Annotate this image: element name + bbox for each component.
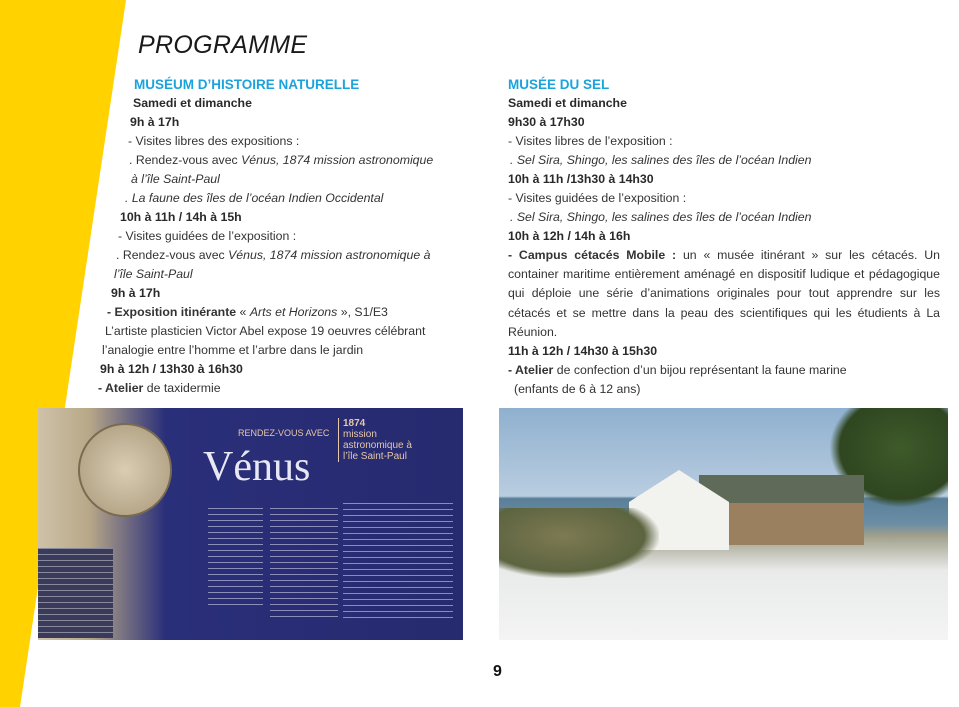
text: - Exposition itinérante	[107, 305, 237, 319]
text: mission astronomique à l’île Saint-Paul	[343, 429, 412, 462]
right-column	[508, 75, 940, 399]
text: un « musée itinérant » sur les cétacés. Un container maritime entièrement aménagé en dispositif ludique et pédagogique qui déploie une série d’animations originales pour tout apprendre sur les cétacés et se mettre dans la peau des scientifiques qui les étudients à La Réunion.	[508, 248, 940, 339]
text: de taxidermie	[143, 381, 221, 395]
time-slot: 11h à 12h / 14h30 à 15h30	[508, 344, 658, 359]
museum-heading: MUSÉUM D’HISTOIRE NATURELLE	[134, 77, 360, 92]
activity-detail: . Sel Sira, Shingo, les salines des îles de l’océan Indien	[510, 210, 812, 224]
activity-detail: l’île Saint-Paul	[114, 267, 193, 281]
page-number: 9	[493, 663, 502, 680]
activity-detail	[129, 151, 490, 170]
activity-note: (enfants de 6 à 12 ans)	[514, 382, 641, 397]
days: Samedi et dimanche	[133, 96, 252, 110]
text: », S1/E3	[337, 305, 388, 319]
text: Arts et Horizons	[249, 305, 338, 319]
activity: - Visites guidées de l’exposition :	[508, 191, 687, 205]
photo-text	[338, 418, 413, 462]
text: . Rendez-vous avec	[116, 248, 229, 262]
text: - Atelier	[508, 363, 554, 378]
text: - Atelier	[98, 381, 144, 395]
activity-description: l’analogie entre l’homme et l’arbre dans le jardin	[102, 343, 364, 357]
activity-description	[508, 246, 940, 342]
time-slot: 9h à 12h / 13h30 à 16h30	[100, 362, 243, 376]
time-slot: 10h à 11h / 14h à 15h	[120, 210, 242, 224]
activity	[107, 303, 490, 322]
museum-heading: MUSÉE DU SEL	[508, 77, 610, 92]
salt-museum-photo	[499, 408, 948, 640]
text: Vénus, 1874 mission astronomique à	[228, 248, 431, 262]
activity: - Visites libres de l’exposition :	[508, 134, 673, 148]
venus-exhibition-photo	[38, 408, 463, 640]
days: Samedi et dimanche	[508, 96, 627, 110]
text: . Rendez-vous avec	[129, 153, 242, 167]
text: Vénus, 1874 mission astronomique	[241, 153, 434, 167]
left-column	[0, 75, 490, 398]
photo-text: Vénus	[203, 444, 311, 490]
activity: - Visites libres des expositions :	[128, 134, 300, 148]
photo-text: RENDEZ-VOUS AVEC	[238, 428, 330, 438]
activity-detail	[116, 246, 490, 265]
page-title: PROGRAMME	[138, 31, 308, 59]
activity	[508, 361, 940, 380]
astrolabe-image	[78, 423, 172, 517]
time-slot: 10h à 12h / 14h à 16h	[508, 229, 631, 243]
time-slot: 9h à 17h	[130, 115, 180, 129]
activity-detail: . Sel Sira, Shingo, les salines des îles de l’océan Indien	[510, 153, 812, 167]
activity	[98, 379, 490, 398]
time-slot: 9h à 17h	[111, 286, 161, 300]
activity-detail: . La faune des îles de l’océan Indien Occidental	[125, 191, 384, 205]
text: de confection d’un bijou représentant la faune marine	[553, 363, 847, 378]
time-slot: 9h30 à 17h30	[508, 115, 585, 129]
activity-detail: à l’île Saint-Paul	[131, 172, 220, 186]
text: «	[236, 305, 250, 319]
text: 1874	[343, 418, 366, 429]
activity-description: L’artiste plasticien Victor Abel expose 19 oeuvres célébrant	[105, 324, 426, 338]
activity: - Visites guidées de l’exposition :	[118, 229, 297, 243]
text: - Campus cétacés Mobile :	[508, 248, 677, 262]
time-slot: 10h à 11h /13h30 à 14h30	[508, 172, 654, 186]
